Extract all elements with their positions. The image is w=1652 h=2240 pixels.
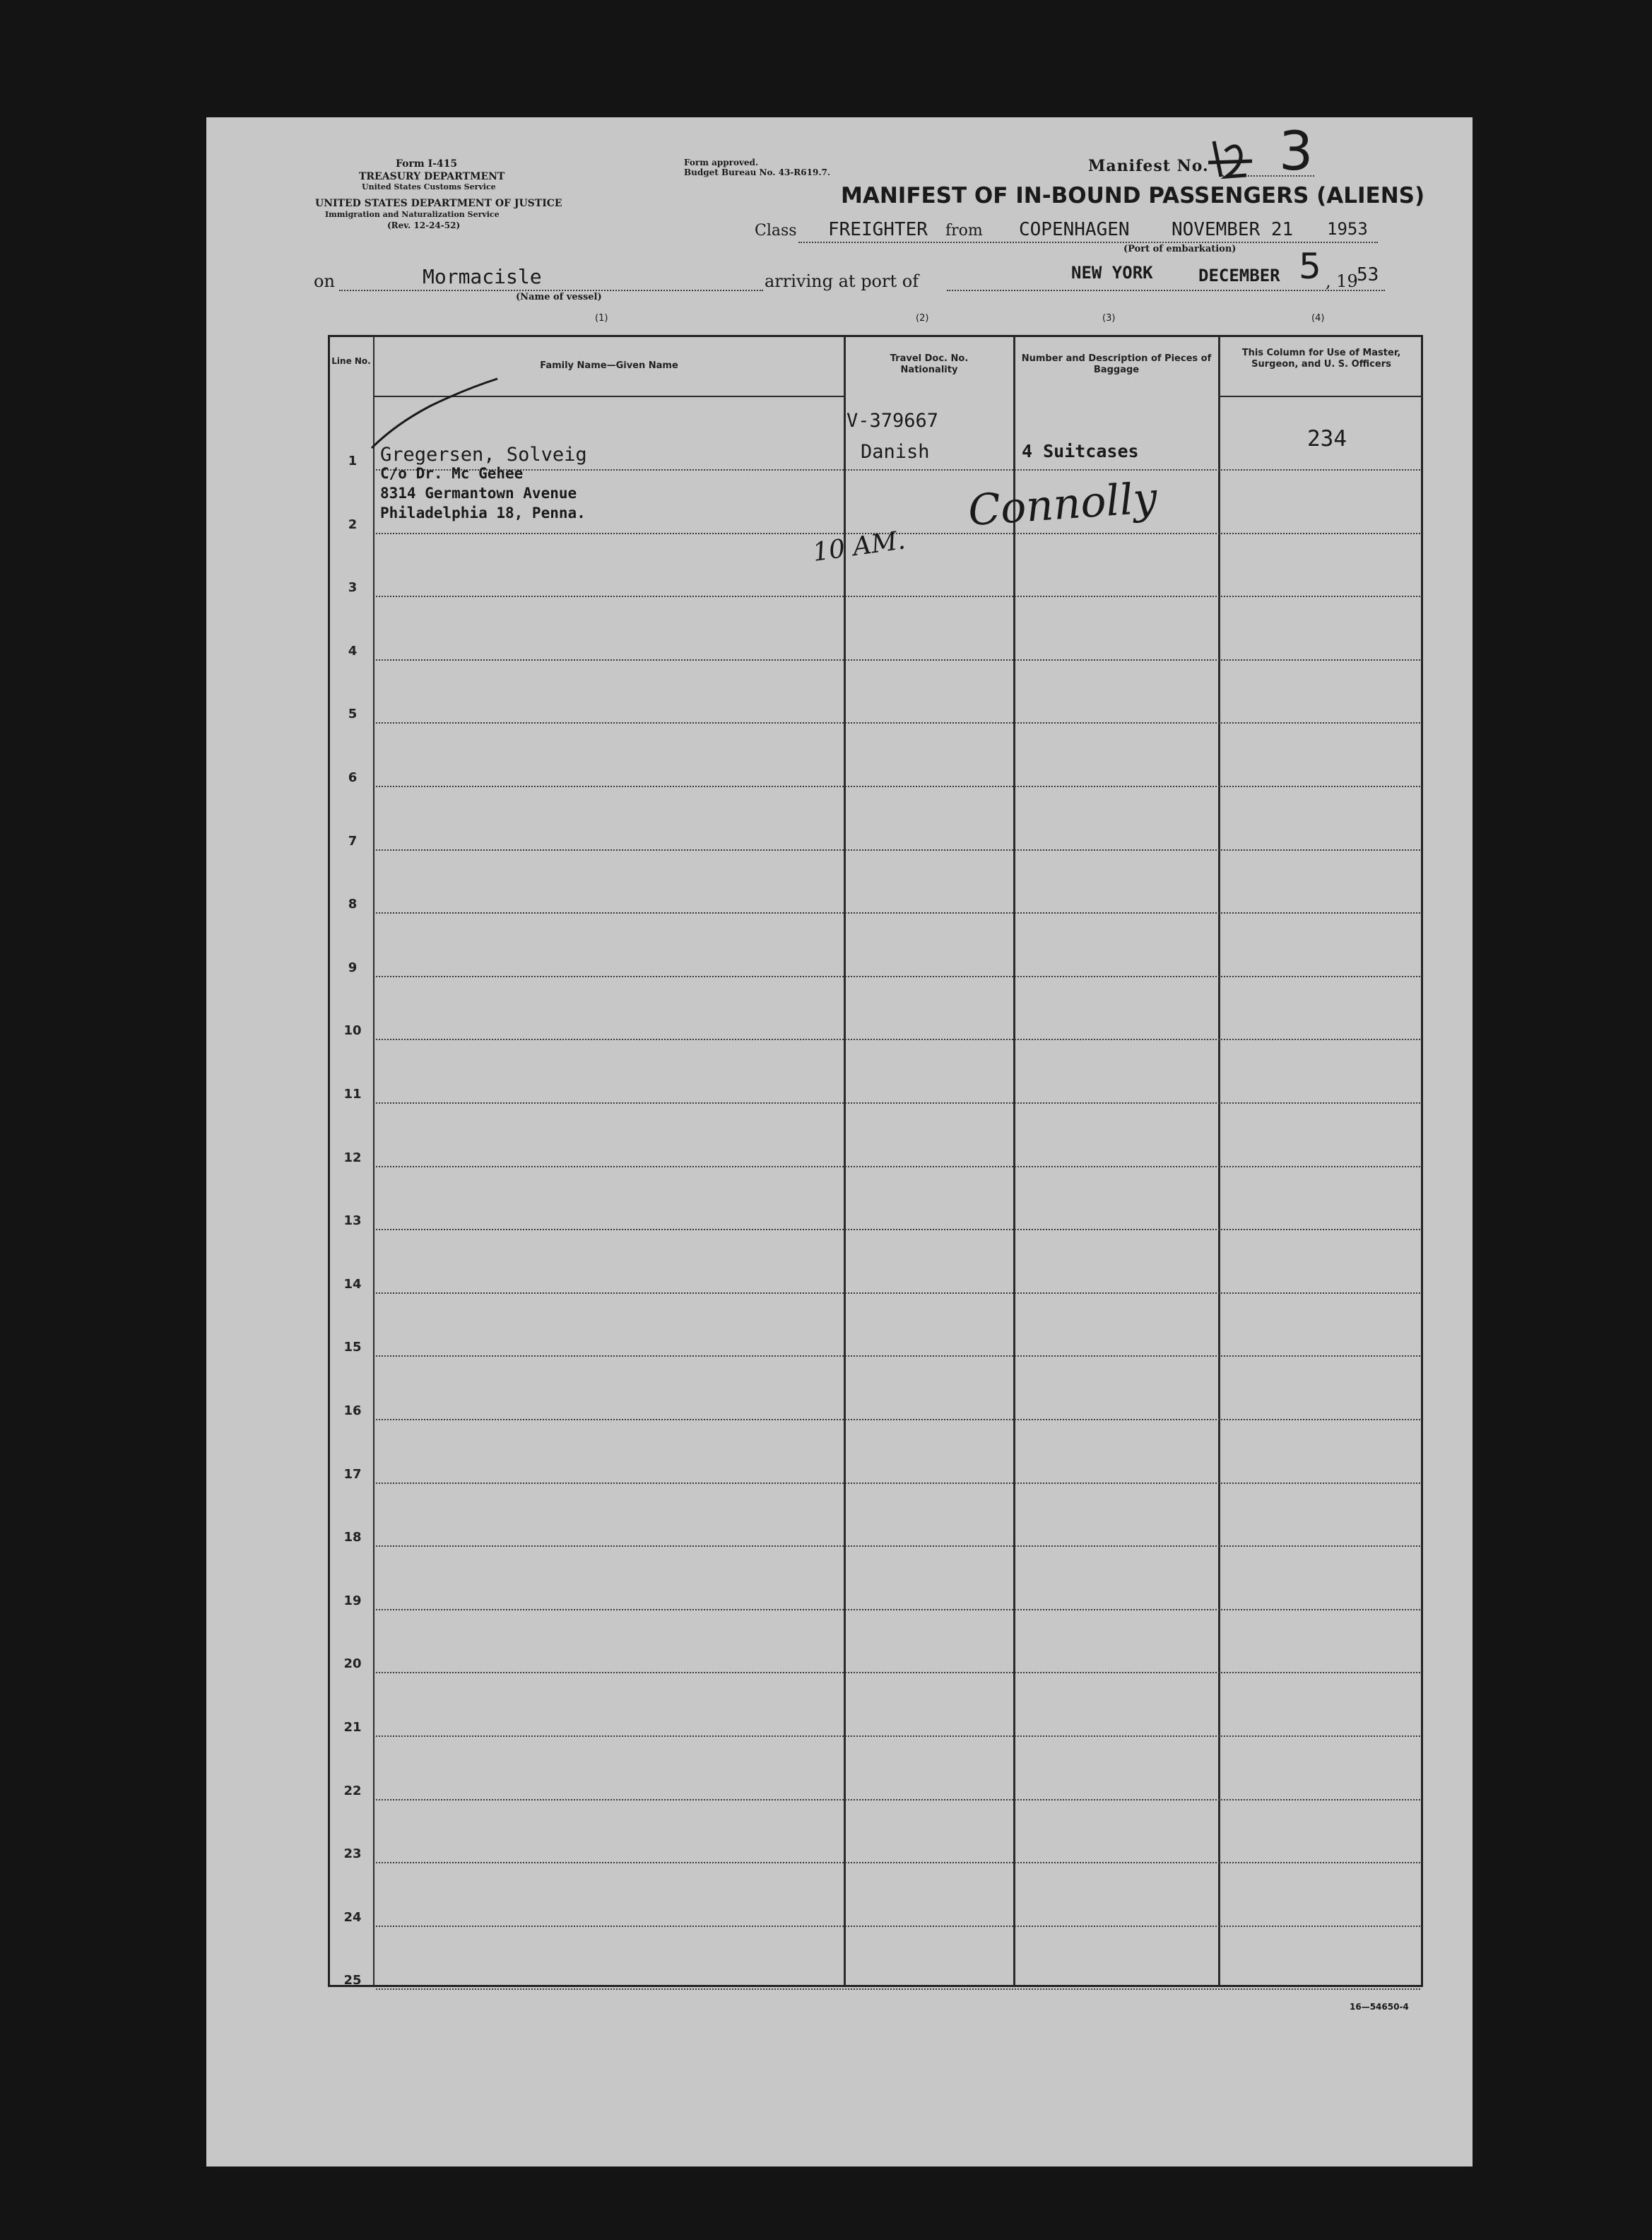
row-line — [376, 1926, 1420, 1927]
row-line — [376, 1545, 1420, 1547]
column-number: (1) — [595, 313, 608, 324]
justice-department: UNITED STATES DEPARTMENT OF JUSTICE — [315, 198, 562, 209]
line-number: 14 — [343, 1277, 362, 1292]
on-label: on — [314, 271, 335, 291]
header-family-name: Family Name—Given Name — [540, 360, 678, 371]
row-line — [376, 1799, 1420, 1800]
baggage: 4 Suitcases — [1022, 441, 1139, 461]
vessel-name-note: (Name of vessel) — [516, 292, 602, 302]
office-number: 234 — [1307, 426, 1347, 452]
column-number: (2) — [916, 313, 929, 324]
column-number: (4) — [1311, 313, 1325, 324]
officer-signature: Connolly — [966, 473, 1159, 536]
port-of-embarkation-note: (Port of embarkation) — [1123, 244, 1237, 254]
line-number: 1 — [348, 454, 358, 468]
line-number: 5 — [348, 707, 358, 721]
line-number: 22 — [343, 1784, 362, 1798]
vessel-name: Mormacisle — [423, 265, 542, 288]
arrival-day: 5 — [1299, 246, 1321, 287]
line-number: 15 — [343, 1340, 362, 1355]
row-line — [376, 1609, 1420, 1610]
arrival-year: 53 — [1357, 264, 1379, 285]
check-mark — [367, 375, 502, 452]
row-line — [376, 1229, 1420, 1230]
line-number: 8 — [348, 897, 358, 912]
handwritten-time: 10 AM. — [810, 526, 907, 567]
address-line: 8314 Germantown Avenue — [380, 485, 577, 502]
row-line — [376, 1355, 1420, 1357]
column-divider — [1013, 336, 1015, 1986]
header-travel-doc: Travel Doc. No. Nationality — [890, 353, 969, 376]
address-line: Philadelphia 18, Penna. — [380, 505, 586, 521]
line-number: 18 — [343, 1530, 362, 1545]
row-line — [376, 1482, 1420, 1484]
line-number: 17 — [343, 1467, 362, 1482]
header-baggage: Number and Description of Pieces of Baggage — [1021, 353, 1212, 376]
column-divider — [844, 336, 846, 1986]
column-divider — [373, 336, 374, 1986]
manifest-no-label: Manifest No. — [1088, 157, 1209, 175]
embarkation-year: 1953 — [1327, 219, 1368, 239]
passenger-name: Gregersen, Solveig — [380, 444, 587, 466]
row-line — [376, 1102, 1420, 1104]
page-title: MANIFEST OF IN-BOUND PASSENGERS (ALIENS) — [841, 183, 1425, 208]
row-line — [376, 659, 1420, 661]
row-line — [376, 722, 1420, 724]
from-label: from — [945, 222, 983, 240]
line-number: 13 — [343, 1213, 362, 1228]
form-number: Form I-415 — [396, 158, 458, 170]
row-line — [376, 1862, 1420, 1863]
row-line — [376, 1988, 1420, 1990]
row-line — [376, 976, 1420, 977]
budget-bureau: Budget Bureau No. 43-R619.7. — [684, 167, 831, 177]
line-number: 12 — [343, 1150, 362, 1165]
arriving-label: arriving at port of — [765, 271, 919, 291]
column-divider — [1218, 336, 1220, 1986]
form-approval: Form approved. — [684, 158, 759, 167]
vessel-line — [339, 290, 763, 291]
header-divider — [1220, 396, 1422, 397]
line-number: 16 — [343, 1403, 362, 1418]
line-number: 10 — [343, 1023, 362, 1038]
row-line — [376, 786, 1420, 787]
row-line — [376, 1166, 1420, 1167]
row-line — [376, 912, 1420, 914]
row-line — [376, 469, 1420, 471]
line-number: 19 — [343, 1593, 362, 1608]
column-number: (3) — [1102, 313, 1116, 324]
line-number: 23 — [343, 1846, 362, 1861]
line-number: 6 — [348, 770, 358, 785]
treasury-department: TREASURY DEPARTMENT — [359, 171, 505, 182]
class-line — [798, 242, 1378, 243]
class-value: FREIGHTER — [828, 219, 928, 240]
line-number: 25 — [343, 1973, 362, 1988]
row-line — [376, 1735, 1420, 1737]
row-line — [376, 1419, 1420, 1420]
line-number: 9 — [348, 960, 358, 975]
line-number: 7 — [348, 834, 358, 849]
arrival-month: DECEMBER — [1198, 266, 1280, 285]
line-number: 24 — [343, 1910, 362, 1925]
arrival-year-prefix: , 19 — [1326, 271, 1358, 291]
row-line — [376, 1039, 1420, 1040]
print-code: 16—54650-4 — [1350, 2002, 1409, 2012]
row-line — [376, 1292, 1420, 1294]
address-line: C/o Dr. Mc Gehee — [380, 465, 524, 482]
class-label: Class — [755, 222, 797, 240]
manifest-table — [328, 335, 1423, 1987]
immigration-service: Immigration and Naturalization Service — [325, 210, 500, 219]
row-line — [376, 596, 1420, 597]
embarkation-date: NOVEMBER 21 — [1172, 219, 1294, 240]
manifest-number: 3 — [1279, 119, 1314, 182]
travel-doc-number: V-379667 — [846, 410, 939, 432]
customs-service: United States Customs Service — [362, 182, 496, 191]
form-revision: (Rev. 12-24-52) — [387, 220, 461, 230]
line-number: 11 — [343, 1087, 362, 1102]
row-line — [376, 1672, 1420, 1673]
line-number: 2 — [348, 517, 358, 532]
arrival-port: NEW YORK — [1071, 263, 1153, 283]
line-number: 21 — [343, 1720, 362, 1735]
arrival-line — [947, 290, 1385, 291]
embarkation-port: COPENHAGEN — [1019, 219, 1130, 240]
nationality: Danish — [861, 441, 930, 463]
row-line — [376, 849, 1420, 851]
header-office-use: This Column for Use of Master, Surgeon, and U. S. Officers — [1241, 348, 1401, 370]
header-line-no: Line No. — [331, 356, 371, 366]
line-number: 3 — [348, 580, 358, 595]
crossed-out-mark — [1201, 134, 1258, 184]
line-number: 20 — [343, 1656, 362, 1671]
line-number: 4 — [348, 644, 358, 659]
